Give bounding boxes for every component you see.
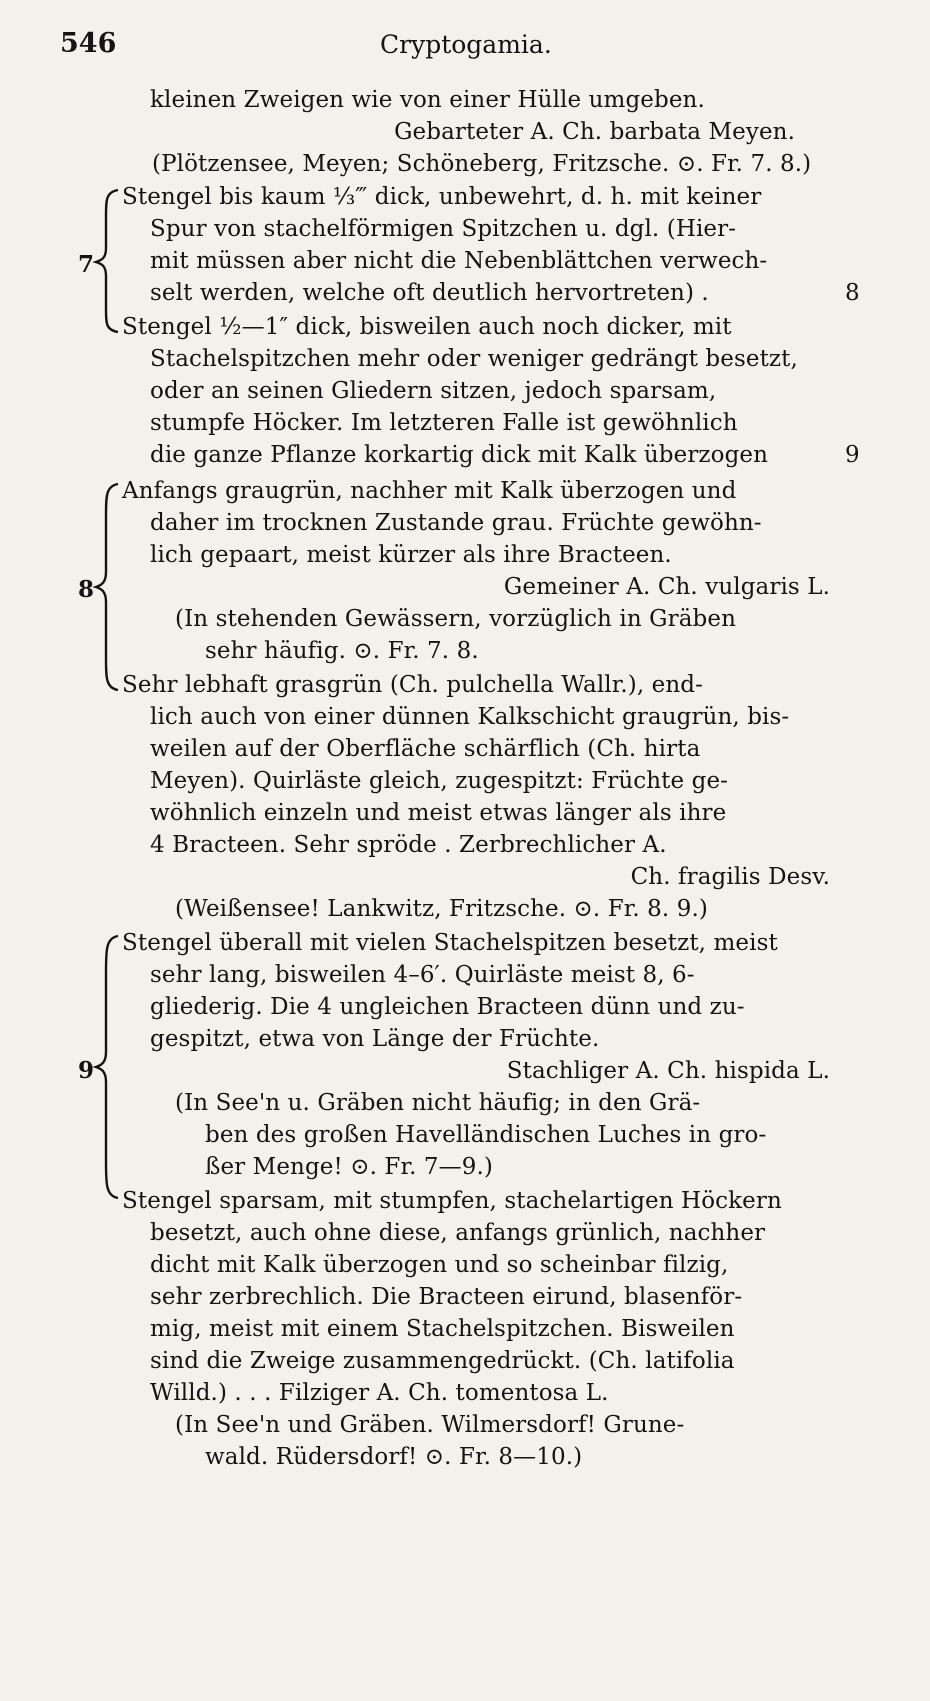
key-line: die ganze Pflanze korkartig dick mit Kalk überzogen (150, 442, 769, 468)
page-number: 546 (60, 28, 117, 59)
key-line: Sehr lebhaft grasgrün (Ch. pulchella Wallr.), end- (122, 672, 703, 698)
key-line: Stengel ½—1″ dick, bisweilen auch noch dicker, mit (122, 314, 732, 340)
locality-note: ßer Menge! ⊙. Fr. 7—9.) (205, 1154, 493, 1180)
key-line: Stachelspitzchen mehr oder weniger gedrängt besetzt, (150, 346, 798, 372)
locality-note: (Weißensee! Lankwitz, Fritzsche. ⊙. Fr. 8. 9.) (175, 896, 708, 922)
key-line: mig, meist mit einem Stachelspitzchen. Bisweilen (150, 1316, 735, 1342)
key-line: weilen auf der Oberfläche schärflich (Ch. hirta (150, 736, 701, 762)
locality-note: ben des großen Havelländischen Luches in gro- (205, 1122, 767, 1148)
key-line: mit müssen aber nicht die Nebenblättchen verwech- (150, 248, 768, 274)
locality-note: (Plötzensee, Meyen; Schöneberg, Fritzsche. ⊙. Fr. 7. 8.) (152, 151, 812, 177)
key-line: sind die Zweige zusammengedrückt. (Ch. latifolia (150, 1348, 735, 1374)
key-line: selt werden, welche oft deutlich hervortreten) . (150, 280, 709, 306)
species-name: Gemeiner A. Ch. vulgaris L. (503, 574, 830, 600)
locality-note: (In See'n und Gräben. Wilmersdorf! Grune- (175, 1412, 685, 1438)
brace-icon (92, 480, 122, 694)
key-reference: 9 (845, 442, 860, 468)
species-name: Stachliger A. Ch. hispida L. (506, 1058, 830, 1084)
running-title: Cryptogamia. (380, 30, 552, 59)
brace-icon (92, 186, 122, 336)
key-line: Willd.) . . . Filziger A. Ch. tomentosa L. (150, 1380, 609, 1406)
key-reference: 8 (845, 280, 860, 306)
species-name: Ch. fragilis Desv. (630, 864, 830, 890)
key-line: Stengel sparsam, mit stumpfen, stachelartigen Höckern (122, 1188, 782, 1214)
key-line: gespitzt, etwa von Länge der Früchte. (150, 1026, 600, 1052)
brace-icon (92, 932, 122, 1202)
key-line: besetzt, auch ohne diese, anfangs grünlich, nachher (150, 1220, 766, 1246)
couplet-number: 8 (78, 576, 95, 603)
key-line: daher im trocknen Zustande grau. Früchte gewöhn- (150, 510, 762, 536)
locality-note: wald. Rüdersdorf! ⊙. Fr. 8—10.) (205, 1444, 583, 1470)
key-line: Anfangs graugrün, nachher mit Kalk überzogen und (122, 478, 737, 504)
species-name: Gebarteter A. Ch. barbata Meyen. (394, 119, 795, 145)
key-line: Stengel bis kaum ⅓‴ dick, unbewehrt, d. h. mit keiner (122, 184, 762, 210)
key-line: lich auch von einer dünnen Kalkschicht graugrün, bis- (150, 704, 790, 730)
key-line: Spur von stachelförmigen Spitzchen u. dgl. (Hier- (150, 216, 737, 242)
text-line: kleinen Zweigen wie von einer Hülle umgeben. (150, 87, 705, 113)
key-line: gliederig. Die 4 ungleichen Bracteen dünn und zu- (150, 994, 745, 1020)
key-line: sehr zerbrechlich. Die Bracteen eirund, blasenför- (150, 1284, 743, 1310)
couplet-number: 9 (78, 1057, 95, 1084)
key-line: lich gepaart, meist kürzer als ihre Bracteen. (150, 542, 672, 568)
key-line: stumpfe Höcker. Im letzteren Falle ist gewöhnlich (150, 410, 738, 436)
locality-note: sehr häufig. ⊙. Fr. 7. 8. (205, 638, 479, 664)
key-line: dicht mit Kalk überzogen und so scheinbar filzig, (150, 1252, 729, 1278)
page-header (60, 28, 820, 68)
key-line: Stengel überall mit vielen Stachelspitzen besetzt, meist (122, 930, 778, 956)
key-line: 4 Bracteen. Sehr spröde . Zerbrechlicher A. (150, 832, 667, 858)
key-line: oder an seinen Gliedern sitzen, jedoch sparsam, (150, 378, 717, 404)
key-line: sehr lang, bisweilen 4–6′. Quirläste meist 8, 6- (150, 962, 695, 988)
locality-note: (In stehenden Gewässern, vorzüglich in Gräben (175, 606, 736, 632)
locality-note: (In See'n u. Gräben nicht häufig; in den Grä- (175, 1090, 701, 1116)
key-line: Meyen). Quirläste gleich, zugespitzt: Früchte ge- (150, 768, 729, 794)
couplet-number: 7 (78, 251, 95, 278)
key-line: wöhnlich einzeln und meist etwas länger als ihre (150, 800, 727, 826)
